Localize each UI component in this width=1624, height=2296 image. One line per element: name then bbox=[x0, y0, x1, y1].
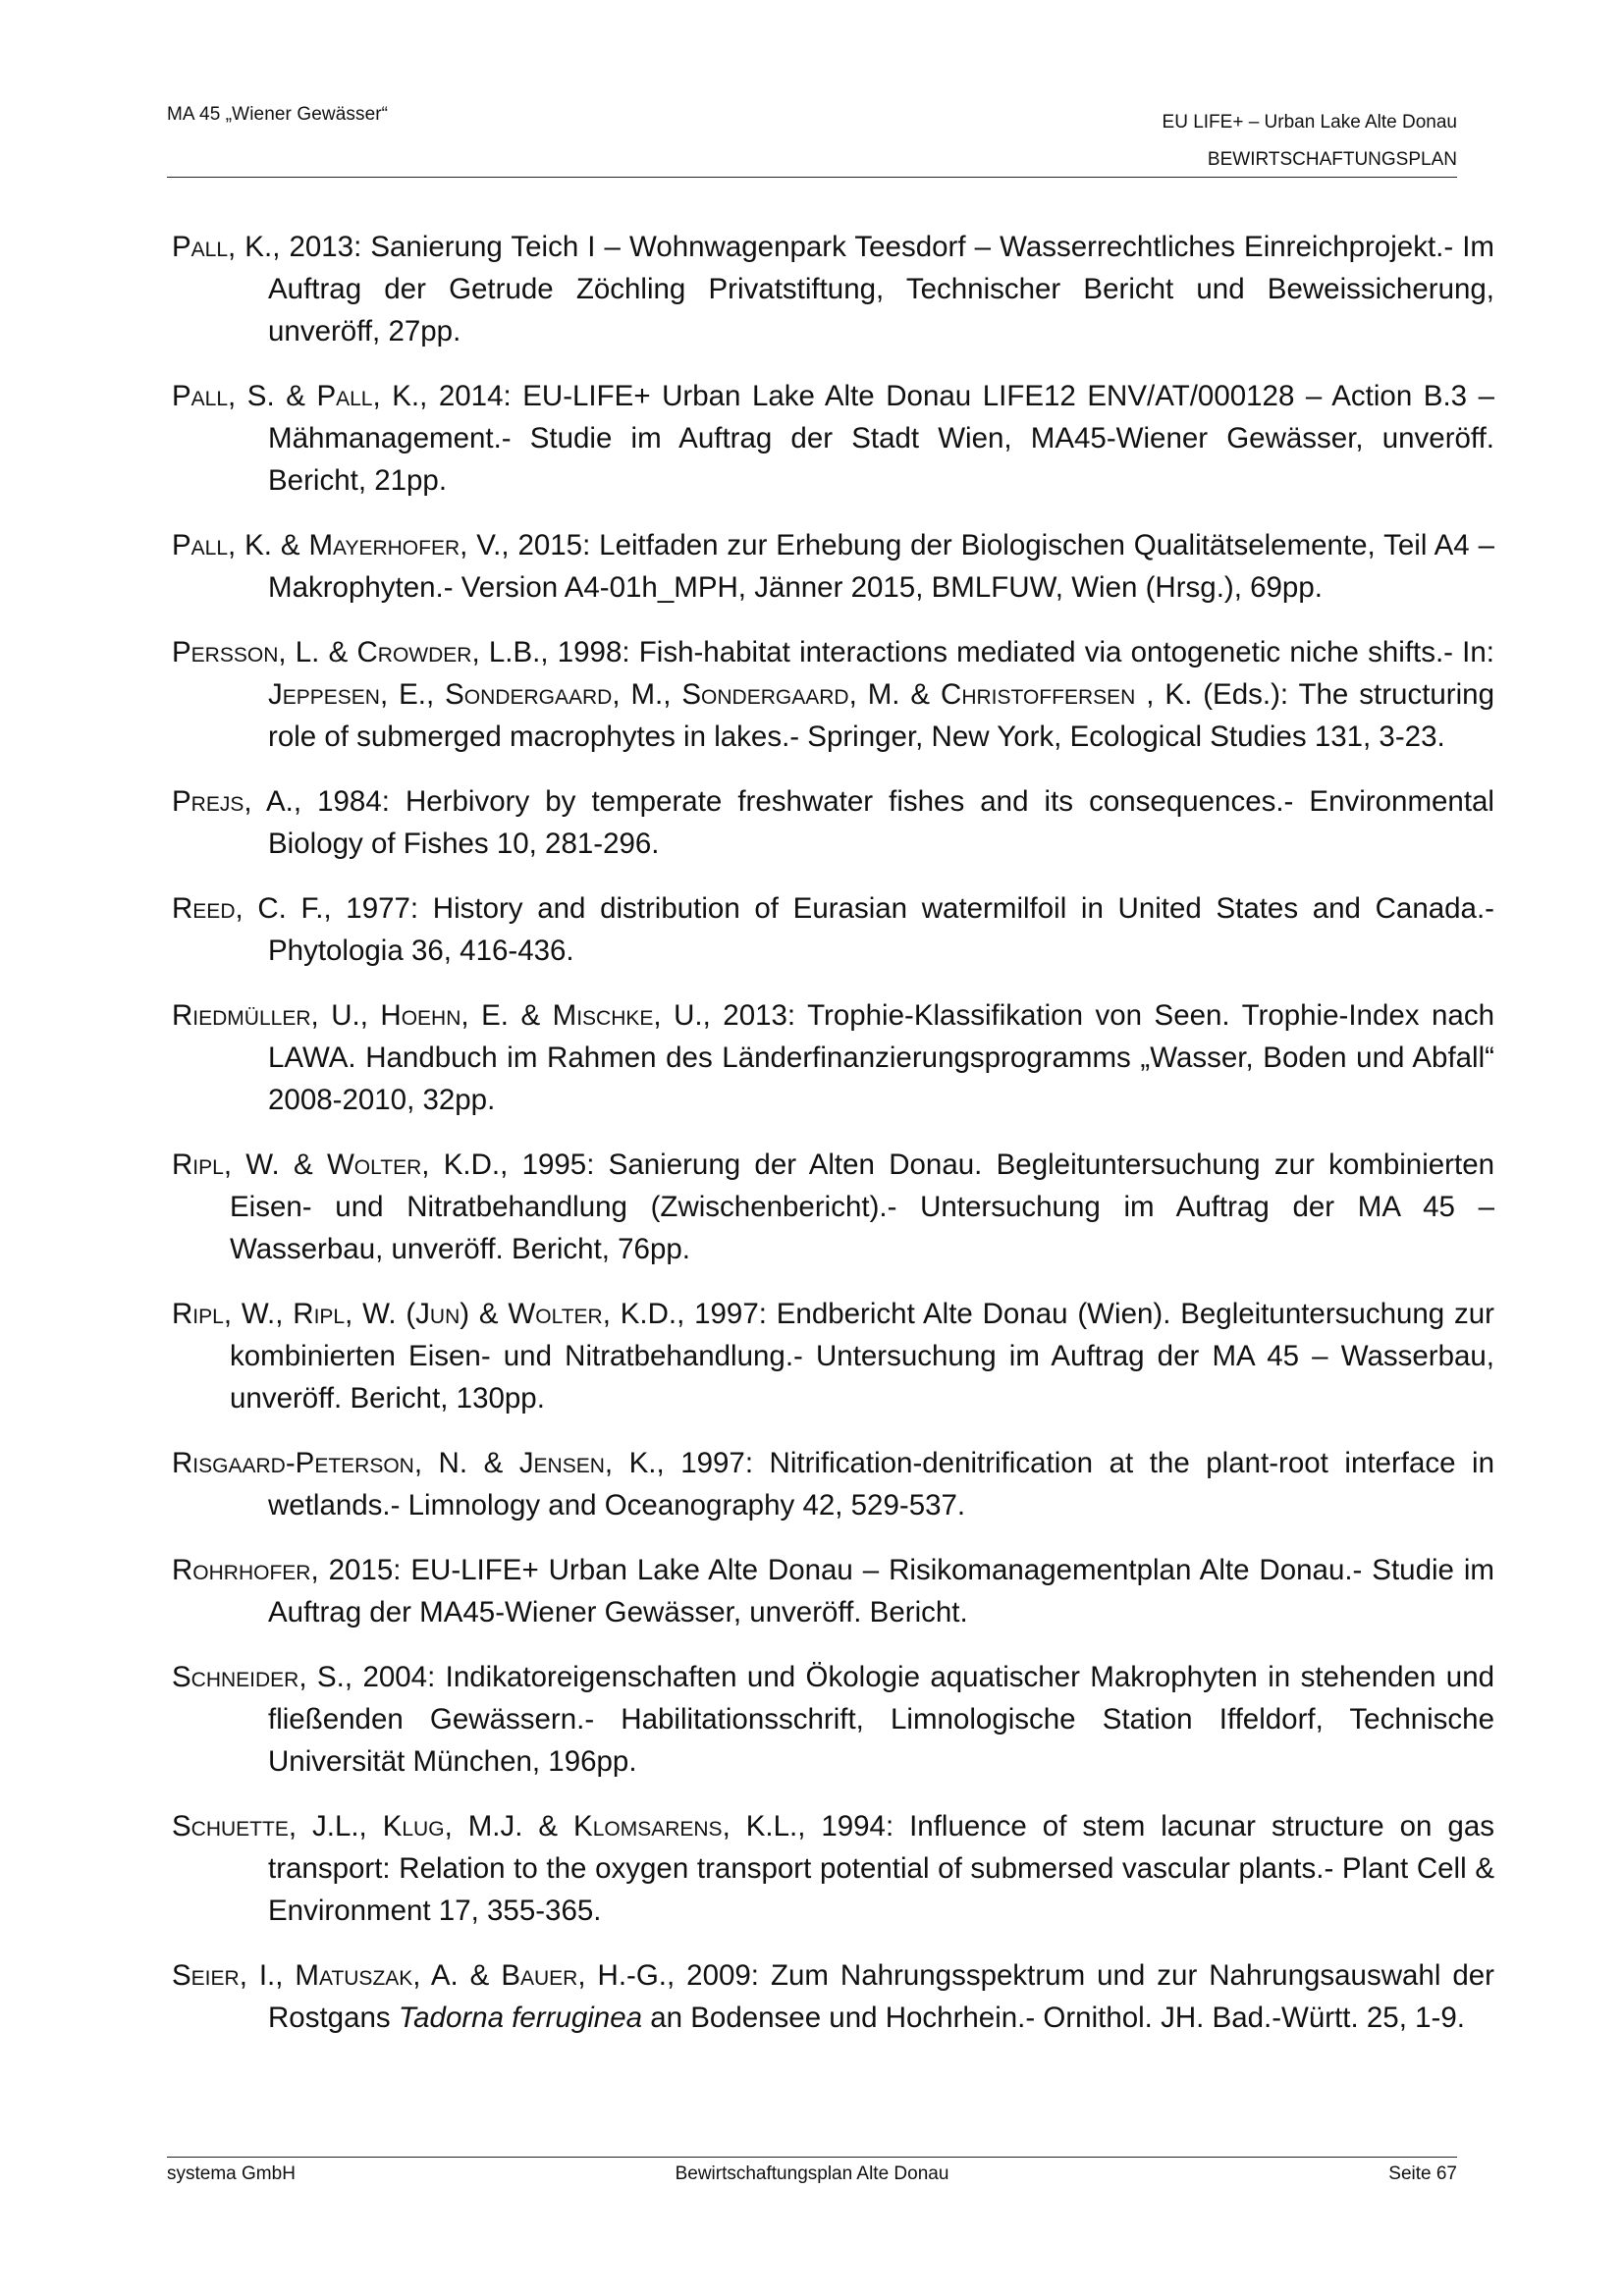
reference-entry bbox=[172, 1805, 1494, 1932]
reference-list bbox=[172, 226, 1494, 2061]
reference-entry bbox=[172, 524, 1494, 609]
reference-authors: Seier, I., Matuszak, A. & Bauer, H.-G. bbox=[172, 1959, 667, 1992]
footer-title: Bewirtschaftungsplan Alte Donau bbox=[675, 2163, 949, 2184]
reference-details: , 2004: Indikatoreigenschaften und Ökologie aquatischer Makrophyten in stehenden und fließenden Gewässern.- Habilitationsschrift, Limnologische Station Iffeldorf, Technische Universität München, 196pp. bbox=[268, 1661, 1495, 1778]
reference-authors: Persson, L. & Crowder, L.B. bbox=[172, 636, 541, 668]
reference-details: , 2013: Trophie-Klassifikation von Seen. Trophie-Index nach LAWA. Handbuch im Rahmen des Länderfinanzierungsprogramms „Wasser, Boden und Abfall“ 2008-2010, 32pp. bbox=[268, 999, 1494, 1116]
reference-authors: Pall, K. bbox=[172, 231, 273, 263]
reference-authors: Ripl, W., Ripl, W. (Jun) & Wolter, K.D. bbox=[172, 1298, 677, 1330]
header-project: EU LIFE+ – Urban Lake Alte Donau bbox=[1162, 112, 1457, 133]
reference-entry bbox=[172, 887, 1494, 972]
reference-authors: Pall, S. & Pall, K. bbox=[172, 380, 420, 412]
reference-entry bbox=[172, 1442, 1494, 1526]
footer-divider bbox=[167, 2157, 1457, 2158]
reference-authors: Rohrhofer bbox=[172, 1554, 311, 1586]
header-doc-type: BEWIRTSCHAFTUNGSPLAN bbox=[1207, 149, 1457, 170]
reference-details: , 1994: Influence of stem lacunar structure on gas transport: Relation to the oxygen transport potential of submersed vascular plants.- Plant Cell & Environment 17, 355-365. bbox=[268, 1810, 1494, 1927]
reference-entry bbox=[172, 1954, 1494, 2039]
reference-authors: Prejs, A. bbox=[172, 785, 294, 818]
reference-details: , 2013: Sanierung Teich I – Wohnwagenpark Teesdorf – Wasserrechtliches Einreichprojekt.- Im Auftrag der Getrude Zöchling Privatstiftung, Technischer Bericht und Beweissicherung, unveröff, 27pp. bbox=[268, 231, 1494, 347]
reference-details: , 1977: History and distribution of Eurasian watermilfoil in United States and Canada.- Phytologia 36, 416-436. bbox=[268, 892, 1494, 967]
reference-details: , 1998: Fish-habitat interactions mediated via ontogenetic niche shifts.- In: Jeppesen, E., Sondergaard, M., Sondergaard, M. & Christoffersen , K. (Eds.): The structuring role of submerged macrophytes in lakes.- Springer, New York, Ecological Studies 131, 3-23. bbox=[268, 636, 1494, 753]
reference-entry bbox=[172, 1293, 1494, 1419]
reference-entry bbox=[172, 1549, 1494, 1633]
header-left: MA 45 „Wiener Gewässer“ bbox=[167, 104, 389, 125]
reference-details: , 1984: Herbivory by temperate freshwater fishes and its consequences.- Environmental Biology of Fishes 10, 281-296. bbox=[268, 785, 1494, 860]
footer-company: systema GmbH bbox=[167, 2163, 296, 2184]
reference-authors: Reed, C. F. bbox=[172, 892, 324, 925]
reference-details: , 1997: Nitrification-denitrification at the plant-root interface in wetlands.- Limnology and Oceanography 42, 529-537. bbox=[268, 1447, 1495, 1522]
footer-page-number: Seite 67 bbox=[1388, 2163, 1457, 2184]
reference-details: , 2014: EU-LIFE+ Urban Lake Alte Donau LIFE12 ENV/AT/000128 – Action B.3 – Mähmanagement.- Studie im Auftrag der Stadt Wien, MA45-Wiener Gewässer, unveröff. Bericht, 21pp. bbox=[268, 380, 1495, 497]
reference-authors: Ripl, W. & Wolter, K.D. bbox=[172, 1148, 501, 1181]
reference-entry bbox=[172, 1144, 1494, 1270]
reference-entry bbox=[172, 1656, 1494, 1783]
reference-authors: Schuette, J.L., Klug, M.J. & Klomsarens, K.L. bbox=[172, 1810, 798, 1842]
header-divider bbox=[167, 177, 1457, 178]
reference-details: , 2009: Zum Nahrungsspektrum und zur Nahrungsauswahl der Rostgans Tadorna ferruginea an Bodensee und Hochrhein.- Ornithol. JH. Bad.-Württ. 25, 1-9. bbox=[268, 1959, 1494, 2034]
reference-details: , 1995: Sanierung der Alten Donau. Begleituntersuchung zur kombinierten Eisen- und Nitratbehandlung (Zwischenbericht).- Untersuchung im Auftrag der MA 45 – Wasserbau, unveröff. Bericht, 76pp. bbox=[230, 1148, 1495, 1265]
reference-authors: Riedmüller, U., Hoehn, E. & Mischke, U. bbox=[172, 999, 703, 1032]
reference-entry bbox=[172, 994, 1494, 1121]
reference-entry bbox=[172, 226, 1494, 352]
reference-entry bbox=[172, 375, 1494, 502]
reference-authors: Risgaard-Peterson, N. & Jensen, K. bbox=[172, 1447, 657, 1479]
reference-entry bbox=[172, 780, 1494, 865]
reference-authors: Schneider, S. bbox=[172, 1661, 345, 1693]
header-right bbox=[1163, 104, 1457, 179]
reference-details: , 2015: EU-LIFE+ Urban Lake Alte Donau – Risikomanagementplan Alte Donau.- Studie im Auftrag der MA45-Wiener Gewässer, unveröff. Bericht. bbox=[268, 1554, 1494, 1629]
reference-entry bbox=[172, 631, 1494, 758]
reference-details: , 2015: Leitfaden zur Erhebung der Biologischen Qualitätselemente, Teil A4 – Makrophyten.- Version A4-01h_MPH, Jänner 2015, BMLFUW, Wien (Hrsg.), 69pp. bbox=[268, 529, 1494, 604]
reference-authors: Pall, K. & Mayerhofer, V. bbox=[172, 529, 502, 561]
reference-details: , 1997: Endbericht Alte Donau (Wien). Begleituntersuchung zur kombinierten Eisen- und Nitratbehandlung.- Untersuchung im Auftrag der MA 45 – Wasserbau, unveröff. Bericht, 130pp. bbox=[230, 1298, 1494, 1415]
